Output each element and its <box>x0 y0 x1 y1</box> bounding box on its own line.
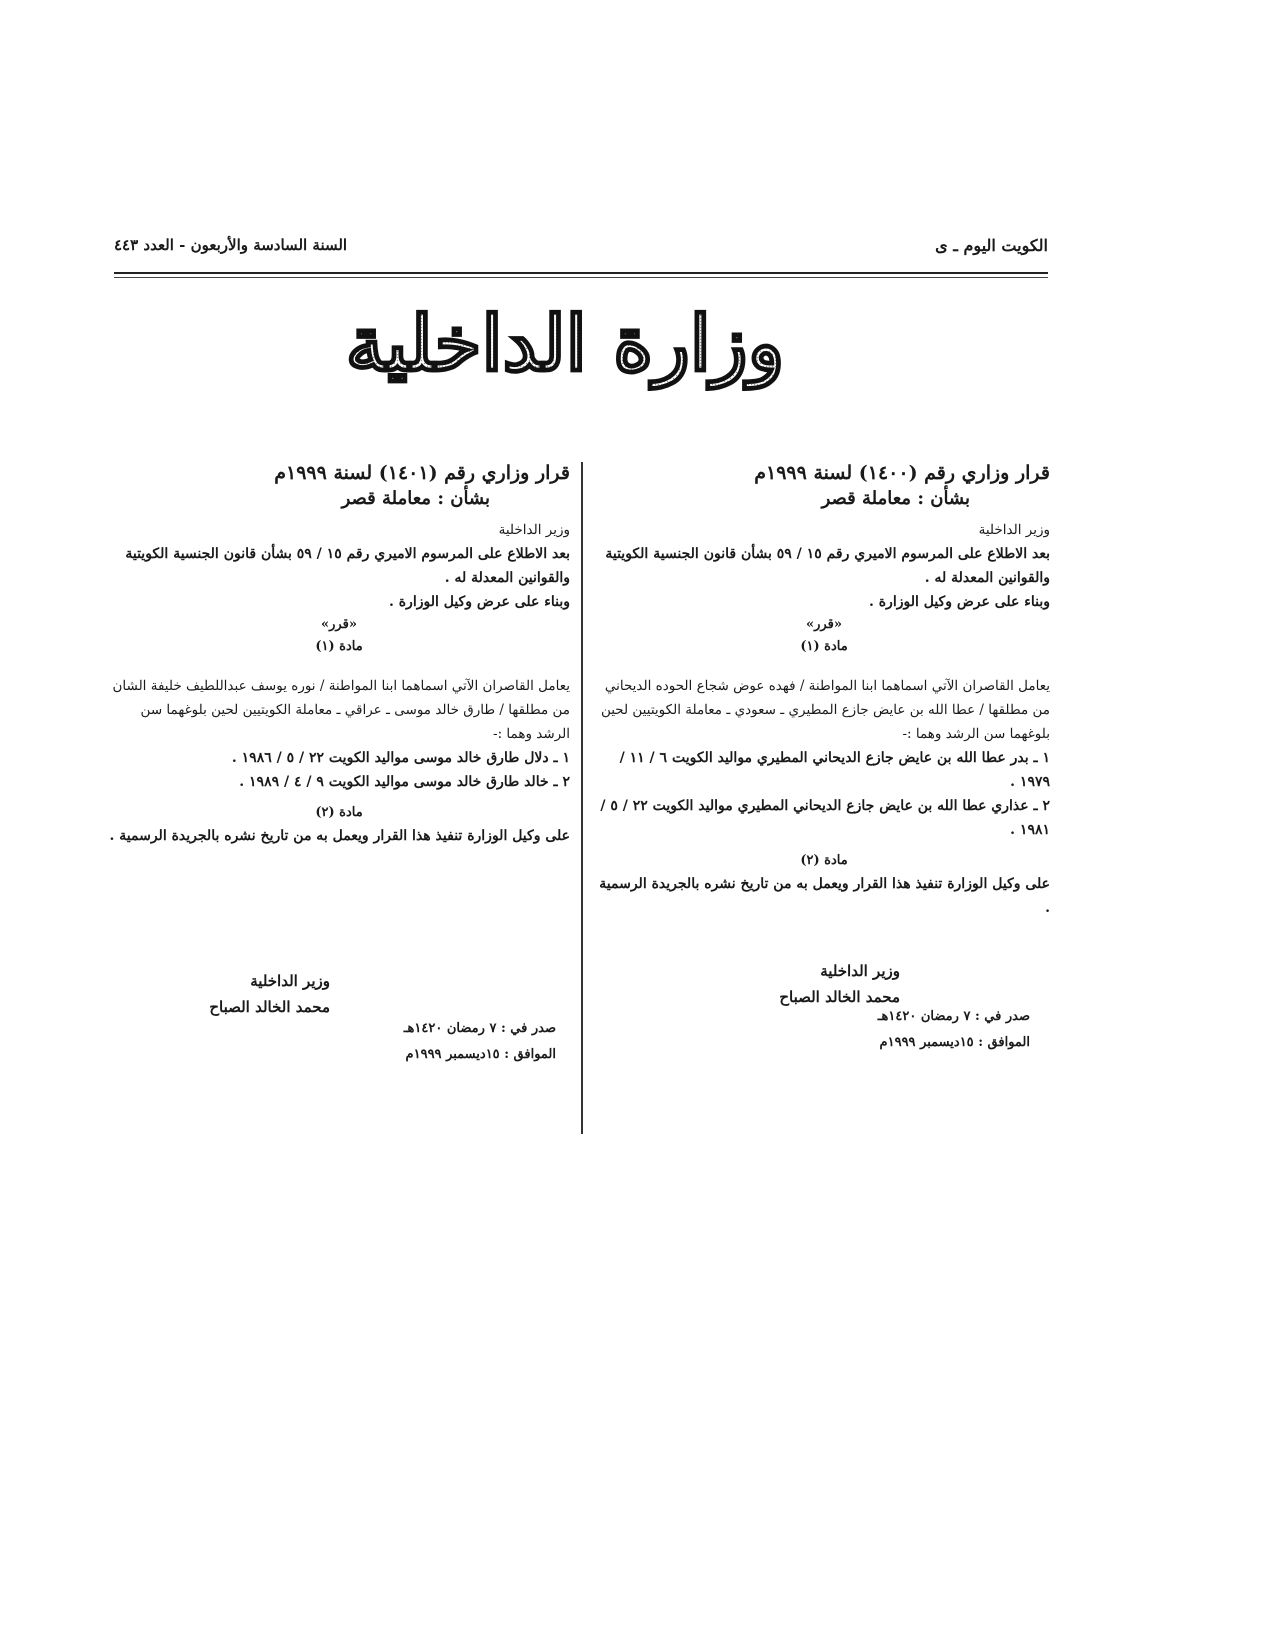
preamble-1: بعد الاطلاع على المرسوم الاميري رقم ١٥ / ٥٩ بشأن قانون الجنسية الكويتية والقوانين المعدلة له . <box>605 546 1050 586</box>
decree-subject: بشأن : معاملة قصر <box>821 488 970 509</box>
issued-date: صدر في : ٧ رمضان ١٤٢٠هـ <box>877 1009 1030 1024</box>
issue-dates <box>330 1016 556 1068</box>
decree-1400 <box>598 460 1050 920</box>
decree-title: قرار وزاري رقم (١٤٠١) لسنة ١٩٩٩م <box>274 462 570 484</box>
signatory-title: وزير الداخلية <box>250 972 330 990</box>
gazette-name: الكويت اليوم ـ ى <box>935 236 1048 255</box>
list-item: ٢ ـ خالد طارق خالد موسى مواليد الكويت ٩ / ٤ / ١٩٨٩ . <box>239 774 570 790</box>
issued-date: صدر في : ٧ رمضان ١٤٢٠هـ <box>403 1021 556 1036</box>
decree-1401 <box>108 460 570 848</box>
article-1-body: يعامل القاصران الآتي اسماهما ابنا المواطنة / نوره يوسف عبداللطيف خليفة الشان من مطلقها / طارق خالد موسى ـ عراقي ـ معاملة الكويتيين لحين بلوغهما سن الرشد وهما :- <box>112 678 570 742</box>
minister-intro: وزير الداخلية <box>498 522 570 538</box>
running-header <box>114 236 1048 266</box>
signature-block <box>640 958 900 1010</box>
preamble-2: وبناء على عرض وكيل الوزارة . <box>868 594 1050 610</box>
minister-intro: وزير الداخلية <box>978 522 1050 538</box>
article-1-heading: مادة (١) <box>800 639 848 654</box>
decided-heading: «قرر» <box>806 617 842 632</box>
article-1-body: يعامل القاصران الآتي اسماهما ابنا المواطنة / فهده عوض شجاع الحوده الديحاني من مطلقها / عطا الله بن عايض جازع المطيري ـ سعودي ـ معاملة الكويتيين لحين بلوغهما سن الرشد وهما :- <box>600 678 1050 742</box>
ministry-calligraphy-logo <box>330 290 800 410</box>
column-divider <box>581 462 583 1134</box>
ministry-masthead <box>330 290 800 410</box>
decree-subject: بشأن : معاملة قصر <box>341 488 490 509</box>
issue-info: السنة السادسة والأربعون - العدد ٤٤٣ <box>114 236 348 254</box>
list-item: ١ ـ دلال طارق خالد موسى مواليد الكويت ٢٢ / ٥ / ١٩٨٦ . <box>231 750 570 766</box>
list-item: ١ ـ بدر عطا الله بن عايض جازع الديحاني المطيري مواليد الكويت ٦ / ١١ / ١٩٧٩ . <box>619 750 1050 790</box>
article-2-body: على وكيل الوزارة تنفيذ هذا القرار ويعمل به من تاريخ نشره بالجريدة الرسمية . <box>599 876 1050 916</box>
article-2-heading: مادة (٢) <box>800 853 848 868</box>
decided-heading: «قرر» <box>321 617 357 632</box>
list-item: ٢ ـ عذاري عطا الله بن عايض جازع الديحاني المطيري مواليد الكويت ٢٢ / ٥ / ١٩٨١ . <box>600 798 1050 838</box>
issue-dates <box>800 1004 1030 1056</box>
ministry-title: وزارة الداخلية <box>345 299 785 388</box>
signatory-name: محمد الخالد الصباح <box>779 988 900 1006</box>
header-rule-thin <box>114 277 1048 278</box>
corresponding-date: الموافق : ١٥ديسمبر ١٩٩٩م <box>405 1047 556 1062</box>
preamble-1: بعد الاطلاع على المرسوم الاميري رقم ١٥ / ٥٩ بشأن قانون الجنسية الكويتية والقوانين المعدلة له . <box>125 546 570 586</box>
article-2-body: على وكيل الوزارة تنفيذ هذا القرار ويعمل به من تاريخ نشره بالجريدة الرسمية . <box>109 828 570 844</box>
signature-block <box>80 968 330 1020</box>
signatory-name: محمد الخالد الصباح <box>209 998 330 1016</box>
signatory-title: وزير الداخلية <box>820 962 900 980</box>
decree-title: قرار وزاري رقم (١٤٠٠) لسنة ١٩٩٩م <box>754 462 1050 484</box>
corresponding-date: الموافق : ١٥ديسمبر ١٩٩٩م <box>879 1035 1030 1050</box>
article-2-heading: مادة (٢) <box>315 805 363 820</box>
article-1-heading: مادة (١) <box>315 639 363 654</box>
preamble-2: وبناء على عرض وكيل الوزارة . <box>388 594 570 610</box>
header-rule <box>114 272 1048 274</box>
